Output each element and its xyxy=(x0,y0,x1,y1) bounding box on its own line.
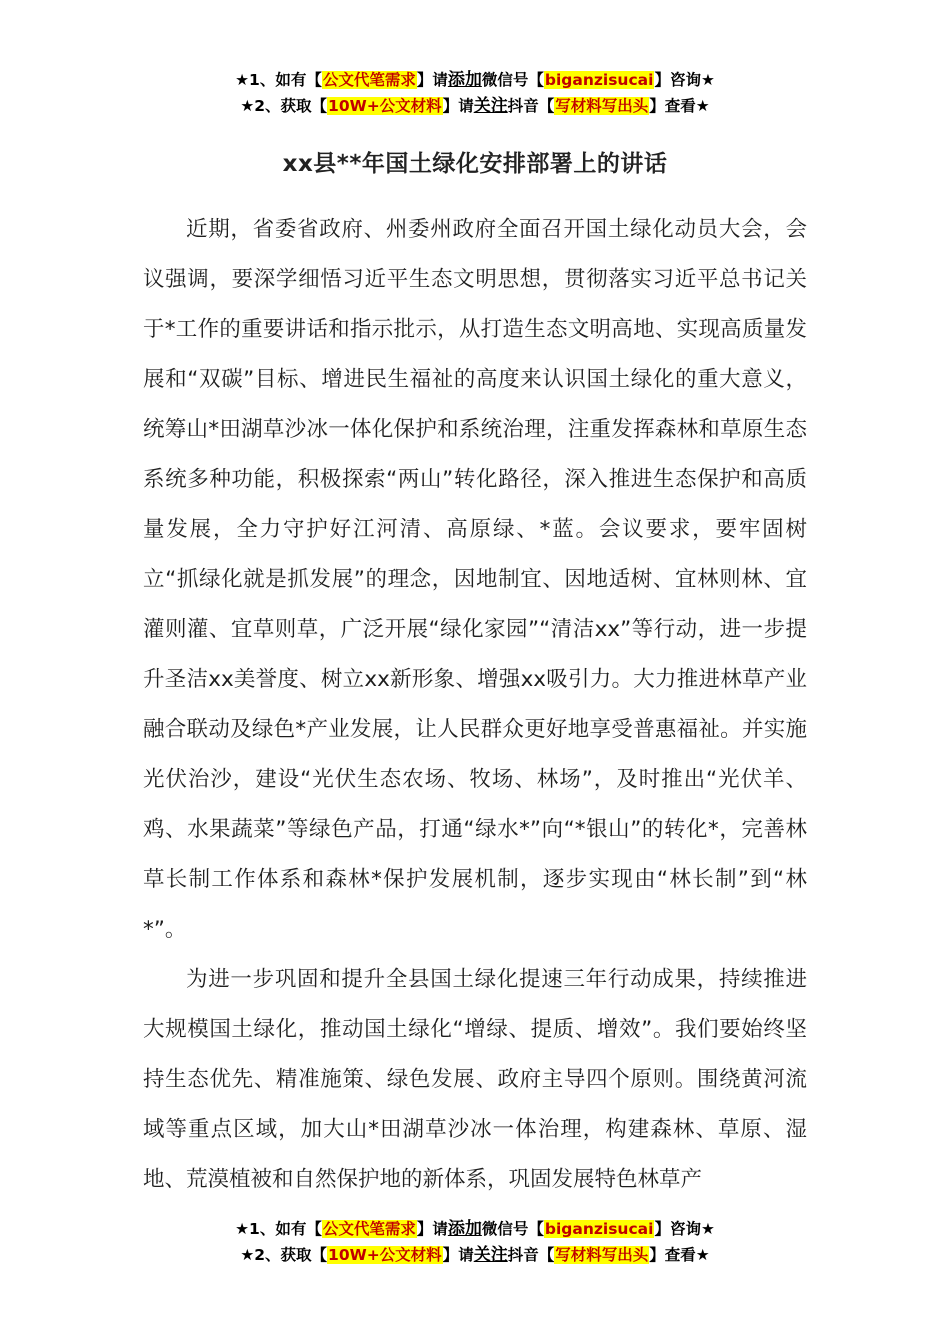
banner-text: 】咨询★ xyxy=(654,71,715,89)
banner-text: 】查看★ xyxy=(649,97,710,115)
banner-line-2 xyxy=(0,1242,950,1268)
banner-text: 抖音【 xyxy=(507,97,555,115)
banner-line-1 xyxy=(0,67,950,93)
banner-highlight: 写材料写出头 xyxy=(555,97,649,115)
banner-text: 】请 xyxy=(442,97,474,115)
banner-emphasis: 添加 xyxy=(447,70,482,90)
paragraph-1: 近期，省委省政府、州委州政府全面召开国土绿化动员大会，会议强调，要深学细悟习近平生态文明思想，贯彻落实习近平总书记关于*工作的重要讲话和指示批示，从打造生态文明高地、实现高质量发展和“双碳”目标、增进民生福祉的高度来认识国土绿化的重大意义，统筹山*田湖草沙冰一体化保护和系统治理，注重发挥森林和草原生态系统多种功能，积极探索“两山”转化路径，深入推进生态保护和高质量发展，全力守护好江河清、高原绿、*蓝。会议要求，要牢固树立“抓绿化就是抓发展”的理念，因地制宜、因地适树、宜林则林、宜灌则灌、宜草则草，广泛开展“绿化家园”“清洁xx”等行动，进一步提升圣洁xx美誉度、树立xx新形象、增强xx吸引力。大力推进林草产业融合联动及绿色*产业发展，让人民群众更好地享受普惠福祉。并实施光伏治沙，建设“光伏生态农场、牧场、林场”，及时推出“光伏羊、鸡、水果蔬菜”等绿色产品，打通“绿水*”向“*银山”的转化*，完善林草长制工作体系和森林*保护发展机制，逐步实现由“林长制”到“林*”。 xyxy=(143,217,807,942)
banner-text: ★1、如有【 xyxy=(235,71,322,89)
banner-text: 】咨询★ xyxy=(654,1220,715,1238)
banner-text: 抖音【 xyxy=(507,1246,555,1264)
banner-highlight: biganzisucai xyxy=(544,71,654,89)
document-title: xx县**年国土绿化安排部署上的讲话 xyxy=(282,151,668,177)
banner-text: 微信号【 xyxy=(481,71,544,89)
document-body xyxy=(143,205,807,1205)
header-banner xyxy=(0,67,950,119)
banner-highlight: 10W+公文材料 xyxy=(328,1246,442,1264)
banner-text: ★2、获取【 xyxy=(240,97,328,115)
banner-text: 】请 xyxy=(442,1246,474,1264)
banner-highlight: 公文代笔需求 xyxy=(322,1220,416,1238)
banner-emphasis: 添加 xyxy=(447,1219,482,1239)
paragraph-2: 为进一步巩固和提升全县国土绿化提速三年行动成果，持续推进大规模国土绿化，推动国土绿化“增绿、提质、增效”。我们要始终坚持生态优先、精准施策、绿色发展、政府主导四个原则。围绕黄河流域等重点区域，加大山*田湖草沙冰一体治理，构建森林、草原、湿地、荒漠植被和自然保护地的新体系，巩固发展特色林草产 xyxy=(143,967,807,1192)
banner-text: 】请 xyxy=(416,1220,448,1238)
banner-emphasis: 关注 xyxy=(473,1245,508,1265)
banner-text: 微信号【 xyxy=(481,1220,544,1238)
banner-line-2 xyxy=(0,93,950,119)
banner-highlight: 写材料写出头 xyxy=(555,1246,649,1264)
banner-text: 】请 xyxy=(416,71,448,89)
banner-text: 】查看★ xyxy=(649,1246,710,1264)
banner-line-1 xyxy=(0,1216,950,1242)
banner-highlight: 公文代笔需求 xyxy=(322,71,416,89)
banner-highlight: biganzisucai xyxy=(544,1220,654,1238)
banner-text: ★1、如有【 xyxy=(235,1220,322,1238)
banner-text: ★2、获取【 xyxy=(240,1246,328,1264)
footer-banner xyxy=(0,1216,950,1268)
banner-emphasis: 关注 xyxy=(473,96,508,116)
banner-highlight: 10W+公文材料 xyxy=(328,97,442,115)
